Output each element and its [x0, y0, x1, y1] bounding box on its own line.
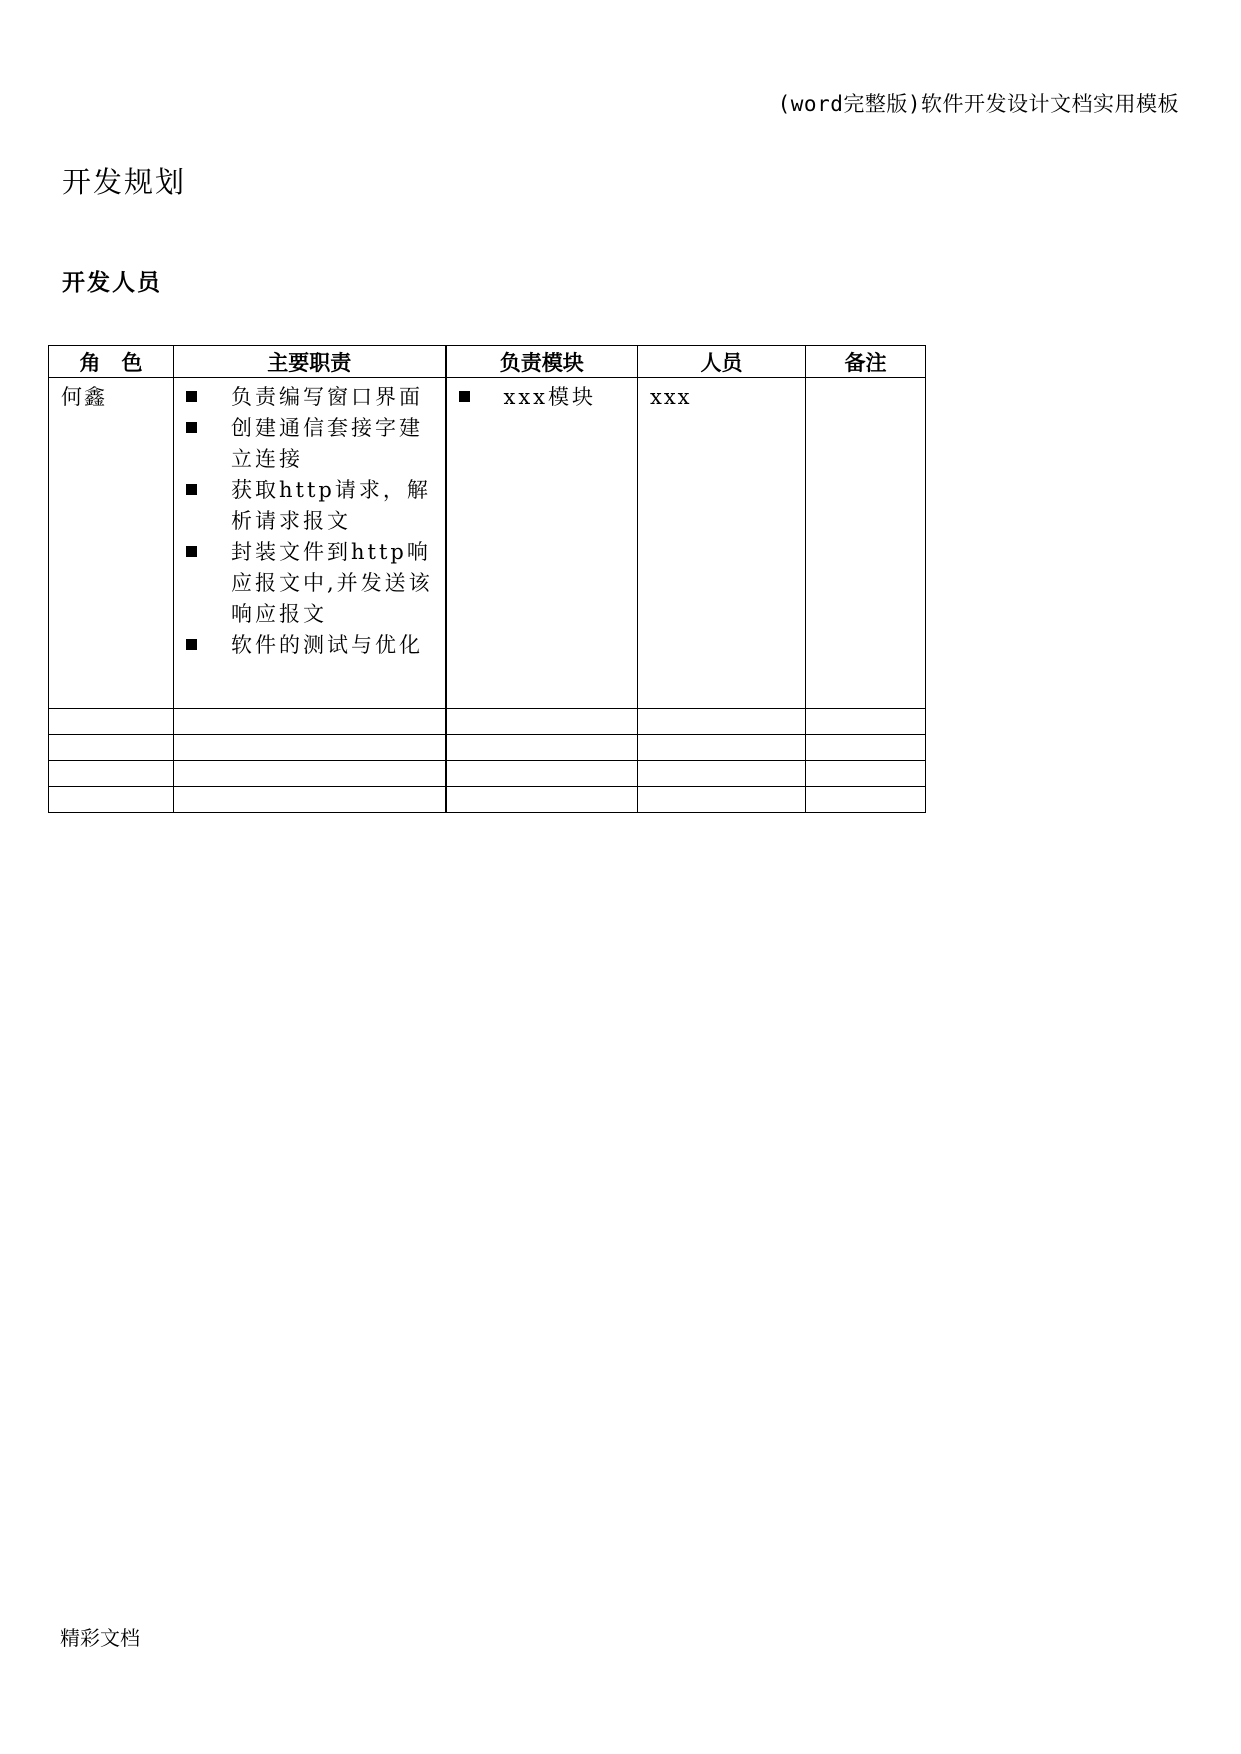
empty-cell	[446, 735, 638, 761]
header-duties: 主要职责	[174, 346, 446, 378]
empty-cell	[806, 787, 926, 813]
table-row	[49, 735, 926, 761]
header-person: 人员	[638, 346, 806, 378]
list-item	[186, 630, 437, 661]
list-item	[186, 475, 437, 537]
list-item	[186, 413, 437, 475]
cell-person	[638, 378, 806, 709]
role-text: 何鑫	[61, 385, 107, 409]
cell-role	[49, 378, 174, 709]
header-role: 角 色	[49, 346, 174, 378]
empty-cell	[638, 735, 806, 761]
square-bullet-icon	[186, 639, 197, 650]
empty-cell	[638, 761, 806, 787]
empty-cell	[446, 709, 638, 735]
table-row	[49, 378, 926, 709]
empty-cell	[49, 735, 174, 761]
person-text: xxx	[650, 385, 692, 409]
table-header-row	[49, 346, 926, 378]
duties-list	[174, 378, 445, 661]
list-item	[186, 537, 437, 630]
staff-table	[48, 345, 926, 813]
empty-cell	[446, 787, 638, 813]
empty-cell	[174, 709, 446, 735]
cell-module	[446, 378, 638, 709]
empty-cell	[49, 761, 174, 787]
table-row	[49, 787, 926, 813]
square-bullet-icon	[186, 546, 197, 557]
header-notes: 备注	[806, 346, 926, 378]
square-bullet-icon	[186, 422, 197, 433]
notes-text	[806, 378, 925, 386]
page-footer-text: 精彩文档	[60, 1626, 140, 1650]
list-item	[459, 382, 630, 413]
duty-text: 软件的测试与优化	[231, 633, 423, 657]
empty-cell	[806, 761, 926, 787]
empty-cell	[638, 709, 806, 735]
square-bullet-icon	[186, 484, 197, 495]
table-row	[49, 761, 926, 787]
duty-text: 封装文件到http响应报文中,并发送该响应报文	[231, 540, 433, 626]
cell-notes	[806, 378, 926, 709]
duty-text: 获取http请求，解析请求报文	[231, 478, 431, 533]
header-module: 负责模块	[446, 346, 638, 378]
list-item	[186, 382, 437, 413]
square-bullet-icon	[459, 391, 470, 402]
empty-cell	[49, 787, 174, 813]
subsection-title: 开发人员	[62, 270, 162, 296]
table-row	[49, 709, 926, 735]
empty-cell	[174, 787, 446, 813]
duty-text: 创建通信套接字建立连接	[231, 416, 423, 471]
duty-text: 负责编写窗口界面	[231, 385, 423, 409]
empty-cell	[806, 735, 926, 761]
square-bullet-icon	[186, 391, 197, 402]
document-header-title: (word完整版)软件开发设计文档实用模板	[777, 92, 1179, 116]
module-list	[447, 378, 638, 413]
empty-cell	[806, 709, 926, 735]
section-title: 开发规划	[62, 165, 187, 199]
empty-cell	[49, 709, 174, 735]
module-text: xxx模块	[503, 385, 597, 409]
empty-cell	[446, 761, 638, 787]
empty-cell	[638, 787, 806, 813]
cell-duties	[174, 378, 446, 709]
empty-cell	[174, 761, 446, 787]
empty-cell	[174, 735, 446, 761]
